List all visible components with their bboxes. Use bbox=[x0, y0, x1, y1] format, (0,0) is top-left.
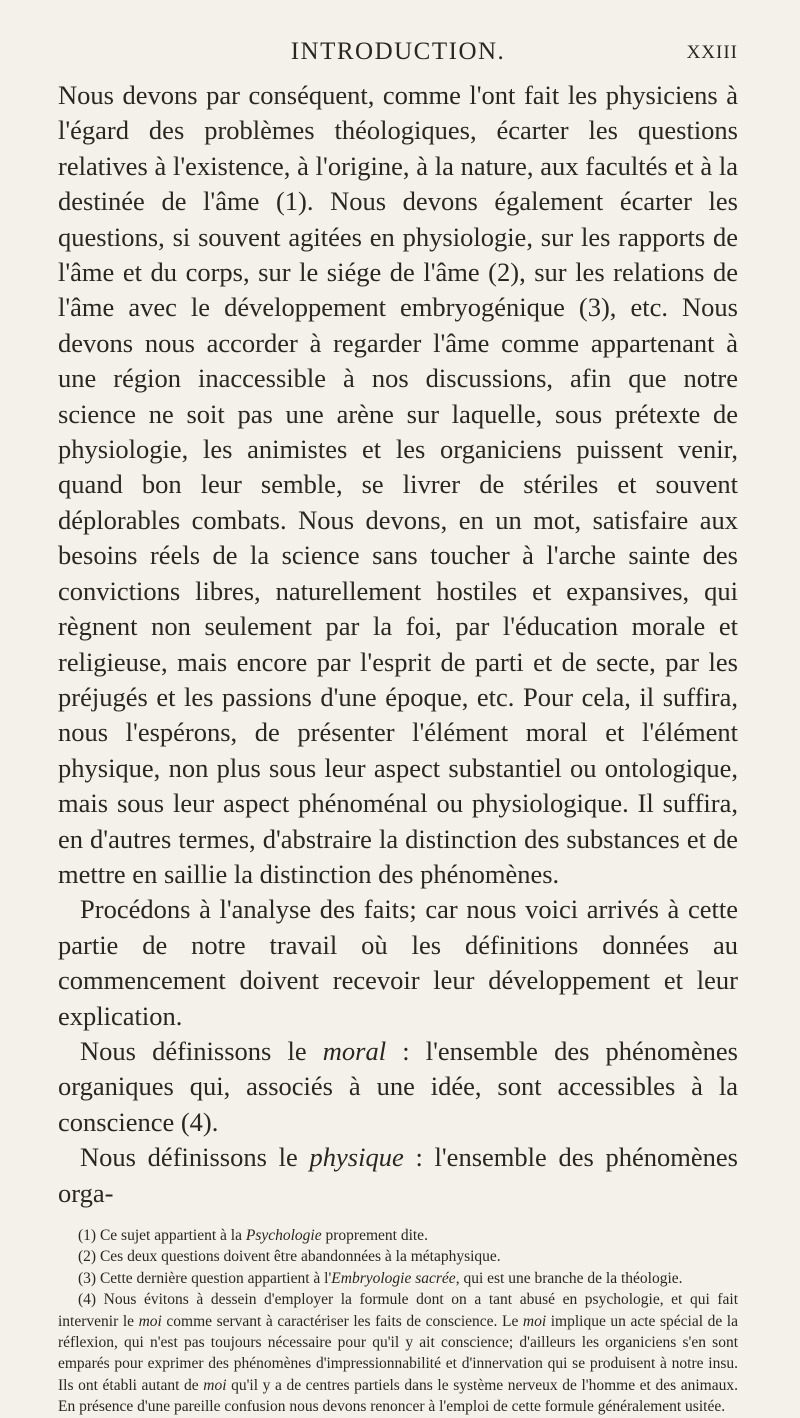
term-moral: moral bbox=[322, 1035, 387, 1066]
footnote-4-part-b: comme servant à caractériser les faits de conscience. Le bbox=[161, 1312, 523, 1330]
footnote-1-text: (1) Ce sujet appartient à la bbox=[78, 1227, 246, 1244]
footnote-4-moi-3: moi bbox=[203, 1376, 227, 1394]
footnote-1 bbox=[58, 1225, 738, 1246]
p4-lead: Nous définissons le bbox=[80, 1142, 310, 1173]
footnote-1-title: Psychologie bbox=[245, 1227, 322, 1244]
footnote-4-moi-2: moi bbox=[522, 1312, 547, 1330]
footnotes bbox=[58, 1225, 738, 1418]
paragraph-4 bbox=[58, 1140, 738, 1211]
main-text bbox=[58, 78, 738, 1211]
running-title: INTRODUCTION. bbox=[290, 38, 506, 65]
footnote-2: (2) Ces deux questions doivent être abandonnées à la métaphysique. bbox=[78, 1248, 501, 1266]
term-physique: physique bbox=[309, 1142, 404, 1173]
footnote-4-part-a: (4) Nous évitons à dessein d'employer la formule dont on a tant abusé en psychologie, et qui fait intervenir le bbox=[58, 1291, 738, 1330]
footnote-4-part-d: qu'il y a de centres partiels dans le système nerveux de l'homme et des animaux. En présence d'une pareille confusion nous devons renoncer à l'emploi de cette formule généralement usitée. bbox=[58, 1376, 738, 1416]
paragraph-3 bbox=[58, 1034, 738, 1140]
footnote-4 bbox=[58, 1289, 738, 1417]
page-header bbox=[58, 38, 738, 78]
footnote-1-tail: proprement dite. bbox=[321, 1227, 428, 1244]
paragraph-1: Nous devons par conséquent, comme l'ont fait les physiciens à l'égard des problèmes théologiques, écarter les questions relatives à l'existence, à l'origine, à la nature, aux facultés et à la destinée de l'âme (1). Nous devons également écarter les questions, si souvent agitées en physiologie, sur les rapports de l'âme et du corps, sur le siége de l'âme (2), sur les relations de l'âme avec le développement embryogénique (3), etc. Nous devons nous accorder à regarder l'âme comme appartenant à une région inaccessible à nos discussions, afin que notre science ne soit pas une arène sur laquelle, sous prétexte de physiologie, les animistes et les organiciens puissent venir, quand bon leur semble, se livrer de stériles et souvent déplorables combats. Nous devons, en un mot, satisfaire aux besoins réels de la science sans toucher à l'arche sainte des convictions libres, naturellement hostiles et expansives, qui règnent non seulement par la foi, par l'éducation morale et religieuse, mais encore par l'esprit de parti et de secte, par les préjugés et les passions d'une époque, etc. Pour cela, il suffira, nous l'espérons, de présenter l'élément moral et l'élément physique, non plus sous leur aspect substantiel ou ontologique, mais sous leur aspect phénoménal ou physiologique. Il suffira, en d'autres termes, d'abstraire la distinction des substances et de mettre en saillie la distinction des phénomènes. bbox=[58, 80, 738, 889]
footnote-3 bbox=[58, 1268, 738, 1289]
footnote-3-text: (3) Cette dernière question appartient à l' bbox=[78, 1269, 332, 1287]
p3-lead: Nous définissons le bbox=[80, 1035, 323, 1066]
footnote-3-tail: , qui est une branche de la théologie. bbox=[455, 1269, 683, 1287]
footnote-3-title: Embryologie sacrée bbox=[331, 1269, 456, 1287]
paragraph-2: Procédons à l'analyse des faits; car nous voici arrivés à cette partie de notre travail où les définitions données au commencement doivent recevoir leur développement et leur explication. bbox=[58, 894, 738, 1031]
p3-definition: : l'ensemble des phénomènes organiques qui, associés à une idée, sont accessibles à la conscience (4). bbox=[58, 1035, 738, 1137]
footnote-4-moi-1: moi bbox=[138, 1312, 162, 1330]
footnote-4-part-c: implique un acte spécial de la réflexion, qui n'est pas toujours nécessaire pour qu'il y ait conscience; d'ailleurs les organiciens s'en sont emparés pour exprimer des phénomènes d'impressionnabilité et d'innervation qui se produisent à notre insu. Ils ont établi autant de bbox=[58, 1312, 738, 1394]
page-number: XXIII bbox=[686, 42, 738, 63]
p4-definition: : l'ensemble des phénomènes orga- bbox=[58, 1142, 738, 1208]
